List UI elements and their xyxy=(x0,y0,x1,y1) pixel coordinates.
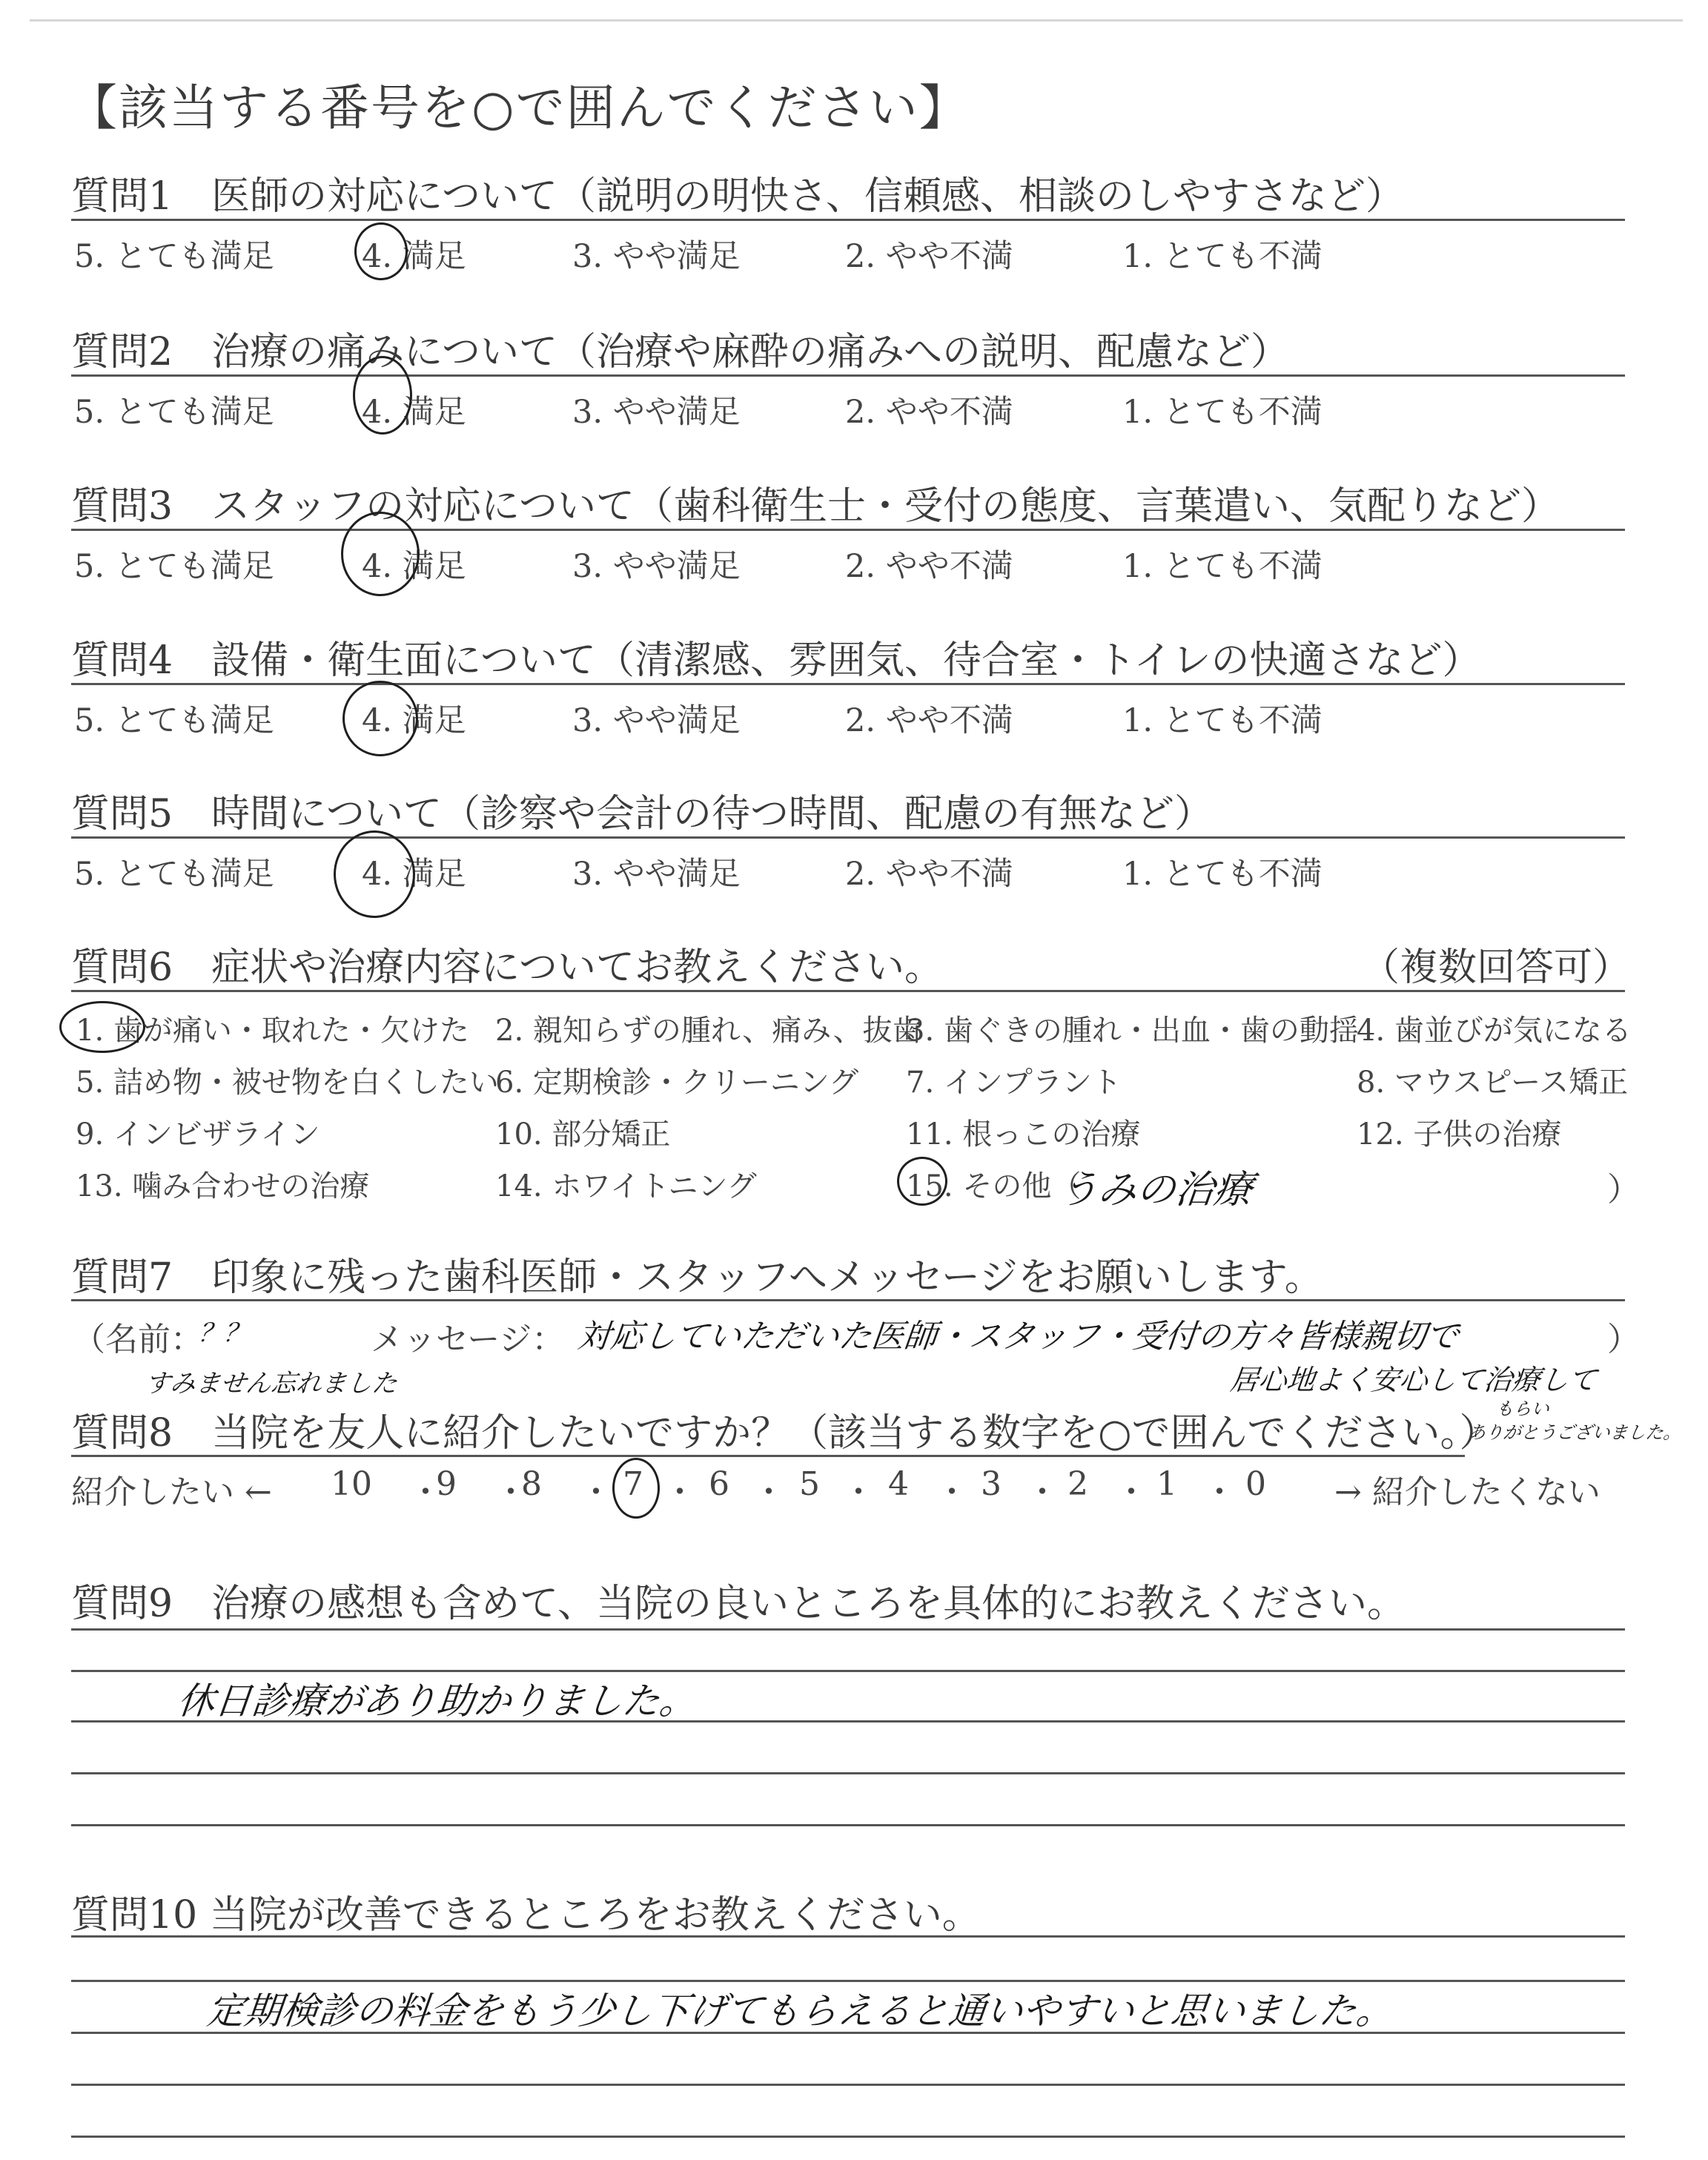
symptom-5[interactable]: 5. 詰め物・被せ物を白くしたい xyxy=(76,1066,499,1100)
option-1[interactable]: 1. とても不満 xyxy=(1122,238,1323,275)
selection-circle xyxy=(353,356,412,435)
question-8-rule xyxy=(71,1455,1465,1457)
option-4[interactable]: 4. 満足 xyxy=(362,548,466,585)
message-label: メッセージ： xyxy=(371,1321,565,1358)
scale-value-9[interactable]: 9 xyxy=(436,1465,457,1503)
question-6-label: 質問6 症状や治療内容についてお教えください。 xyxy=(71,945,944,990)
scale-separator: ・ xyxy=(663,1473,696,1511)
option-1[interactable]: 1. とても不満 xyxy=(1122,702,1323,739)
symptom-14[interactable]: 14. ホワイトニング xyxy=(495,1169,757,1203)
question-3-rule xyxy=(71,529,1625,531)
question-4-rule xyxy=(71,683,1625,685)
scale-value-5[interactable]: 5 xyxy=(799,1465,820,1503)
symptom-9[interactable]: 9. インビザライン xyxy=(76,1117,320,1152)
answer-line xyxy=(71,2136,1625,2138)
top-border xyxy=(30,19,1683,22)
option-1[interactable]: 1. とても不満 xyxy=(1122,394,1323,431)
question-9-label: 質問9 治療の感想も含めて、当院の良いところを具体的にお教えください。 xyxy=(71,1582,1406,1626)
scale-value-1[interactable]: 1 xyxy=(1156,1465,1177,1503)
symptom-12[interactable]: 12. 子供の治療 xyxy=(1357,1117,1562,1152)
selection-circle xyxy=(341,512,420,596)
scale-separator: ・ xyxy=(752,1473,785,1511)
option-2[interactable]: 2. やや不満 xyxy=(845,548,1013,585)
option-5[interactable]: 5. とても満足 xyxy=(74,238,274,275)
scale-value-6[interactable]: 6 xyxy=(709,1465,729,1503)
symptom-4[interactable]: 4. 歯並びが気になる xyxy=(1357,1014,1632,1048)
option-3[interactable]: 3. やや満足 xyxy=(572,548,741,585)
symptom-6[interactable]: 6. 定期検診・クリーニング xyxy=(495,1066,859,1100)
symptom-1[interactable]: 1. 歯が痛い・取れた・欠けた xyxy=(76,1014,469,1048)
option-3[interactable]: 3. やや満足 xyxy=(572,394,741,431)
question-5-label: 質問5 時間について（診察や会計の待つ時間、配慮の有無など） xyxy=(71,792,1214,836)
option-4[interactable]: 4. 満足 xyxy=(362,702,466,739)
option-5[interactable]: 5. とても満足 xyxy=(74,856,274,893)
scale-value-8[interactable]: 8 xyxy=(521,1465,542,1503)
option-4[interactable]: 4. 満足 xyxy=(362,238,466,275)
option-2[interactable]: 2. やや不満 xyxy=(845,394,1013,431)
option-1[interactable]: 1. とても不満 xyxy=(1122,548,1323,585)
selection-circle xyxy=(612,1458,660,1519)
selection-circle xyxy=(59,1001,145,1053)
scale-separator: ・ xyxy=(494,1473,527,1511)
option-3[interactable]: 3. やや満足 xyxy=(572,238,741,275)
question-9-answer: 休日診療があり助かりました。 xyxy=(175,1680,699,1723)
question-1-label: 質問1 医師の対応について（説明の明快さ、信頼感、相談のしやすさなど） xyxy=(71,174,1404,219)
option-4[interactable]: 4. 満足 xyxy=(362,394,466,431)
scale-separator: ・ xyxy=(409,1473,442,1511)
scale-value-3[interactable]: 3 xyxy=(981,1465,1002,1503)
answer-line xyxy=(71,2084,1625,2086)
scale-left-label: 紹介したい ← xyxy=(71,1473,272,1511)
option-2[interactable]: 2. やや不満 xyxy=(845,702,1013,739)
answer-line xyxy=(71,1772,1625,1774)
symptom-8[interactable]: 8. マウスピース矯正 xyxy=(1357,1066,1629,1100)
option-3[interactable]: 3. やや満足 xyxy=(572,856,741,893)
option-5[interactable]: 5. とても満足 xyxy=(74,548,274,585)
message-continuation-2: もらい xyxy=(1494,1398,1551,1419)
option-1[interactable]: 1. とても不満 xyxy=(1122,856,1323,893)
message-handwritten: 対応していただいた医師・スタッフ・受付の方々皆様親切で xyxy=(575,1318,1461,1355)
question-1-rule xyxy=(71,219,1625,221)
symptom-15[interactable]: 15. その他（ xyxy=(906,1169,1082,1203)
message-continuation-1: 居心地よく安心して治療して xyxy=(1228,1364,1598,1396)
question-2-label: 質問2 治療の痛みについて（治療や麻酔の痛みへの説明、配慮など） xyxy=(71,330,1290,374)
option-3[interactable]: 3. やや満足 xyxy=(572,702,741,739)
symptom-11[interactable]: 11. 根っこの治療 xyxy=(906,1117,1141,1152)
scale-separator: ・ xyxy=(580,1473,612,1511)
symptom-13[interactable]: 13. 噛み合わせの治療 xyxy=(76,1169,370,1203)
selection-circle xyxy=(334,830,415,918)
question-3-label: 質問3 スタッフの対応について（歯科衛生士・受付の態度、言葉遣い、気配りなど） xyxy=(71,484,1560,529)
option-4[interactable]: 4. 満足 xyxy=(362,856,466,893)
question-2-rule xyxy=(71,374,1625,377)
question-10-answer: 定期検診の料金をもう少し下げてもらえると通いやすいと思いました。 xyxy=(205,1989,1396,2032)
name-handwritten: ？？ xyxy=(196,1318,251,1348)
question-8-label: 質問8 当院を友人に紹介したいですか？（該当する数字を○で囲んでください。） xyxy=(71,1411,1498,1456)
option-5[interactable]: 5. とても満足 xyxy=(74,702,274,739)
question-7-label: 質問7 印象に残った歯科医師・スタッフへメッセージをお願いします。 xyxy=(71,1255,1323,1300)
page-title: 【該当する番号を○で囲んでください】 xyxy=(68,79,970,136)
scale-separator: ・ xyxy=(936,1473,968,1511)
scale-separator: ・ xyxy=(842,1473,875,1511)
name-note-handwritten: すみません忘れました xyxy=(143,1369,399,1398)
question-7-rule xyxy=(71,1299,1625,1301)
scale-value-4[interactable]: 4 xyxy=(888,1465,909,1503)
scale-separator: ・ xyxy=(1115,1473,1148,1511)
symptom-3[interactable]: 3. 歯ぐきの腫れ・出血・歯の動揺 xyxy=(906,1014,1359,1048)
question-5-rule xyxy=(71,836,1625,839)
other-handwritten-text: うみの治療 xyxy=(1057,1168,1255,1212)
symptom-7[interactable]: 7. インプラント xyxy=(906,1066,1122,1100)
scale-separator: ・ xyxy=(1026,1473,1059,1511)
selection-circle xyxy=(897,1157,947,1206)
answer-line xyxy=(71,1935,1625,1938)
option-2[interactable]: 2. やや不満 xyxy=(845,238,1013,275)
message-continuation-3: ありがとうございました。 xyxy=(1466,1422,1683,1443)
scale-value-2[interactable]: 2 xyxy=(1068,1465,1088,1503)
message-close-paren: ） xyxy=(1607,1321,1640,1358)
question-6-rule xyxy=(71,990,1625,992)
selection-circle xyxy=(342,681,418,756)
question-6-note: （複数回答可） xyxy=(1361,945,1632,990)
scale-separator: ・ xyxy=(1203,1473,1236,1511)
scale-right-label: → 紹介したくない xyxy=(1334,1473,1601,1511)
other-close-paren: ） xyxy=(1607,1171,1640,1209)
answer-line xyxy=(71,1824,1625,1826)
option-5[interactable]: 5. とても満足 xyxy=(74,394,274,431)
symptom-2[interactable]: 2. 親知らずの腫れ、痛み、抜歯 xyxy=(495,1014,922,1048)
scale-value-7[interactable]: 7 xyxy=(623,1465,643,1503)
symptom-10[interactable]: 10. 部分矯正 xyxy=(495,1117,671,1152)
question-4-label: 質問4 設備・衛生面について（清潔感、雰囲気、待合室・トイレの快適さなど） xyxy=(71,638,1481,683)
scale-value-0[interactable]: 0 xyxy=(1245,1465,1266,1503)
option-2[interactable]: 2. やや不満 xyxy=(845,856,1013,893)
name-label: （名前： xyxy=(73,1321,203,1358)
scale-value-10[interactable]: 10 xyxy=(331,1465,372,1503)
answer-line xyxy=(71,1628,1625,1631)
selection-circle xyxy=(354,222,408,280)
question-10-label: 質問10 当院が改善できるところをお教えください。 xyxy=(71,1893,981,1938)
